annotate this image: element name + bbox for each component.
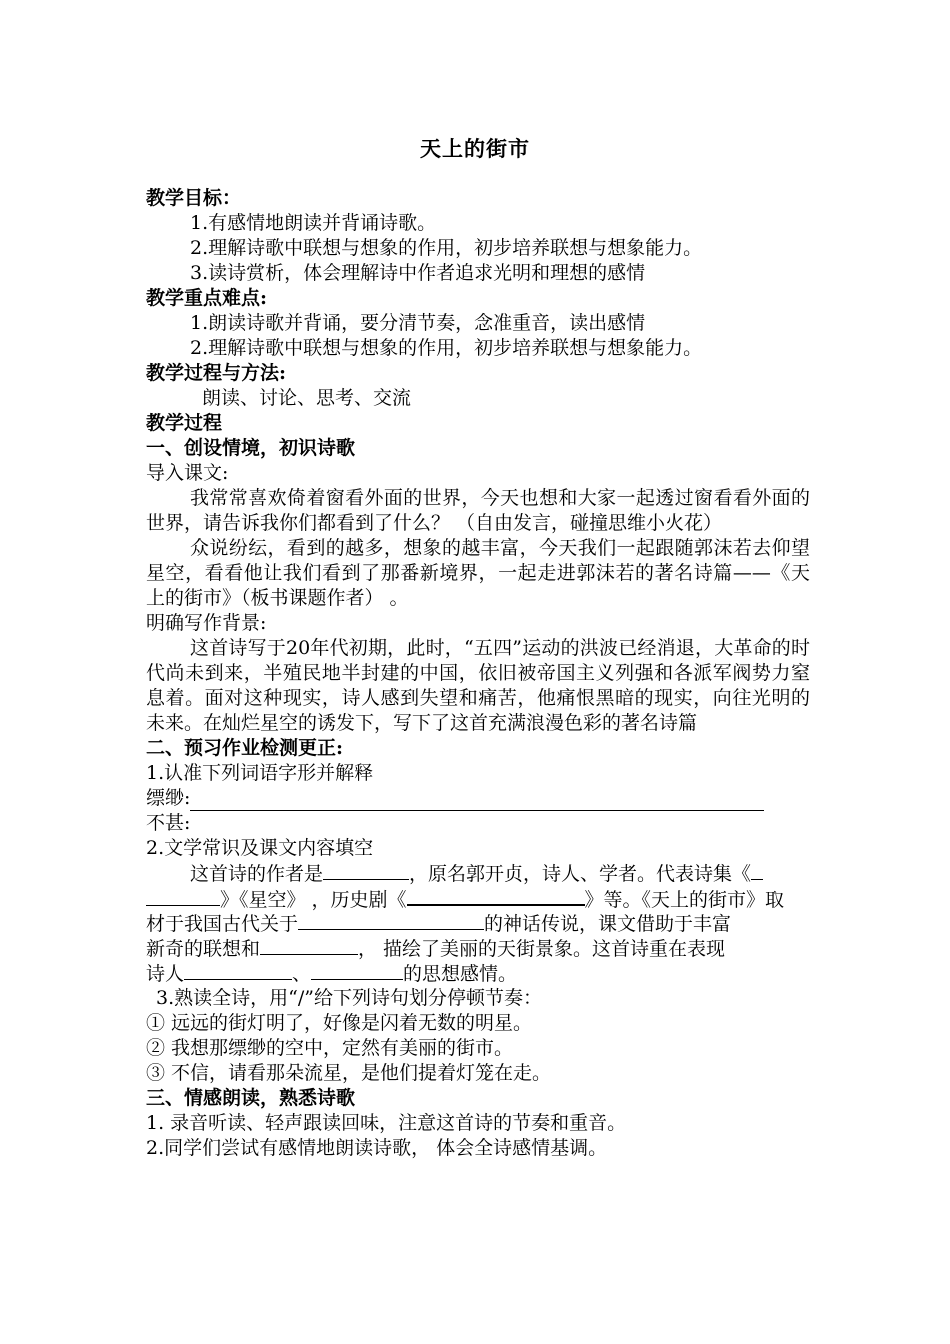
question-2: 2.文学常识及课文内容填空 (146, 837, 374, 859)
question-3: 3.熟读全诗，用“/”给下列诗句划分停顿节奏： (156, 987, 542, 1009)
fill-blank[interactable] (260, 936, 358, 955)
intro-paragraph: 我常常喜欢倚着窗看外面的世界，今天也想和大家一起透过窗看看外面的世界，请告诉我你们都看到了什么？ （自由发言，碰撞思维小火花） (146, 487, 810, 534)
poem-line: ① 远远的街灯明了，好像是闪着无数的明星。 (146, 1012, 533, 1034)
background-label: 明确写作背景: (146, 612, 267, 634)
answer-line[interactable] (190, 790, 764, 811)
goal-item: 2.理解诗歌中联想与想象的作用，初步培养联想与想象能力。 (190, 237, 703, 259)
fill-blank[interactable] (751, 861, 763, 880)
fill-blank[interactable] (184, 961, 292, 980)
fill-text: 、 (292, 963, 312, 985)
fill-text: 的思想感情。 (403, 963, 518, 985)
intro-paragraph-2: 众说纷纭，看到的越多，想象的越丰富，今天我们一起跟随郭沫若去仰望星空，看看他让我们看到了那番新境界，一起走进郭沫若的著名诗篇——《天上的街市》（板书课题作者） 。 (146, 537, 810, 609)
goal-item: 3.读诗赏析，体会理解诗中作者追求光明和理想的感情 (190, 262, 646, 284)
fill-text: 诗人 (146, 963, 185, 985)
document-body (146, 186, 810, 1161)
poem-line: ② 我想那缥缈的空中，定然有美丽的街市。 (146, 1037, 514, 1059)
methods-heading: 教学过程与方法: (146, 362, 287, 384)
key-points-heading: 教学重点难点: (146, 287, 268, 309)
fill-blank[interactable] (323, 861, 409, 880)
key-point-item: 1.朗读诗歌并背诵，要分清节奏，念准重音，读出感情 (190, 312, 646, 334)
fill-row (146, 861, 810, 886)
poem-line: ③ 不信，请看那朵流星，是他们提着灯笼在走。 (146, 1062, 552, 1084)
key-point-item: 2.理解诗歌中联想与想象的作用，初步培养联想与想象能力。 (190, 337, 703, 359)
fill-row (146, 886, 810, 911)
fill-blank[interactable] (298, 911, 484, 930)
fill-text: 》《星空》 ，历史剧《 (220, 889, 407, 911)
section3-item: 1. 录音听读、轻声跟读回味，注意这首诗的节奏和重音。 (146, 1112, 627, 1134)
fill-row (146, 936, 810, 961)
fill-text: ，原名郭开贞，诗人、学者。代表诗集《 (409, 863, 752, 885)
word-label: 缥缈: (146, 787, 191, 809)
word-row (146, 786, 810, 811)
fill-text: 》等。《天上的街市》取 (584, 889, 785, 911)
fill-text: ， 描绘了美丽的天街景象。这首诗重在表现 (358, 938, 726, 960)
section3-heading: 三、情感朗读，熟悉诗歌 (146, 1087, 356, 1109)
methods-text: 朗读、讨论、思考、交流 (202, 387, 412, 409)
fill-text: 材于我国古代关于 (146, 913, 299, 935)
fill-text: 这首诗的作者是 (190, 863, 324, 885)
word-label-2: 不甚: (146, 812, 191, 834)
goal-item: 1.有感情地朗读并背诵诗歌。 (190, 212, 437, 234)
process-heading: 教学过程 (146, 412, 223, 434)
background-paragraph: 这首诗写于20年代初期，此时，“五四”运动的洪波已经消退，大革命的时代尚未到来，半殖民地半封建的中国，依旧被帝国主义列强和各派军阀势力窒息着。面对这种现实，诗人感到失望和痛苦，他痛恨黑暗的现实，向往光明的未来。在灿烂星空的诱发下，写下了这首充满浪漫色彩的著名诗篇 (146, 637, 810, 734)
goals-heading: 教学目标： (146, 187, 242, 209)
section3-item: 2.同学们尝试有感情地朗读诗歌， 体会全诗感情基调。 (146, 1137, 608, 1159)
fill-row (146, 961, 810, 986)
page-title: 天上的街市 (420, 136, 530, 161)
fill-blank[interactable] (311, 961, 403, 980)
section2-heading: 二、预习作业检测更正: (146, 737, 344, 759)
fill-text: 新奇的联想和 (146, 938, 261, 960)
fill-blank[interactable] (407, 886, 585, 906)
section1-heading: 一、创设情境，初识诗歌 (146, 437, 356, 459)
intro-label: 导入课文: (146, 462, 229, 484)
fill-text: 的神话传说，课文借助于丰富 (484, 913, 732, 935)
question-1: 1.认准下列词语字形并解释 (146, 762, 374, 784)
fill-row (146, 911, 810, 936)
fill-blank[interactable] (146, 887, 220, 906)
